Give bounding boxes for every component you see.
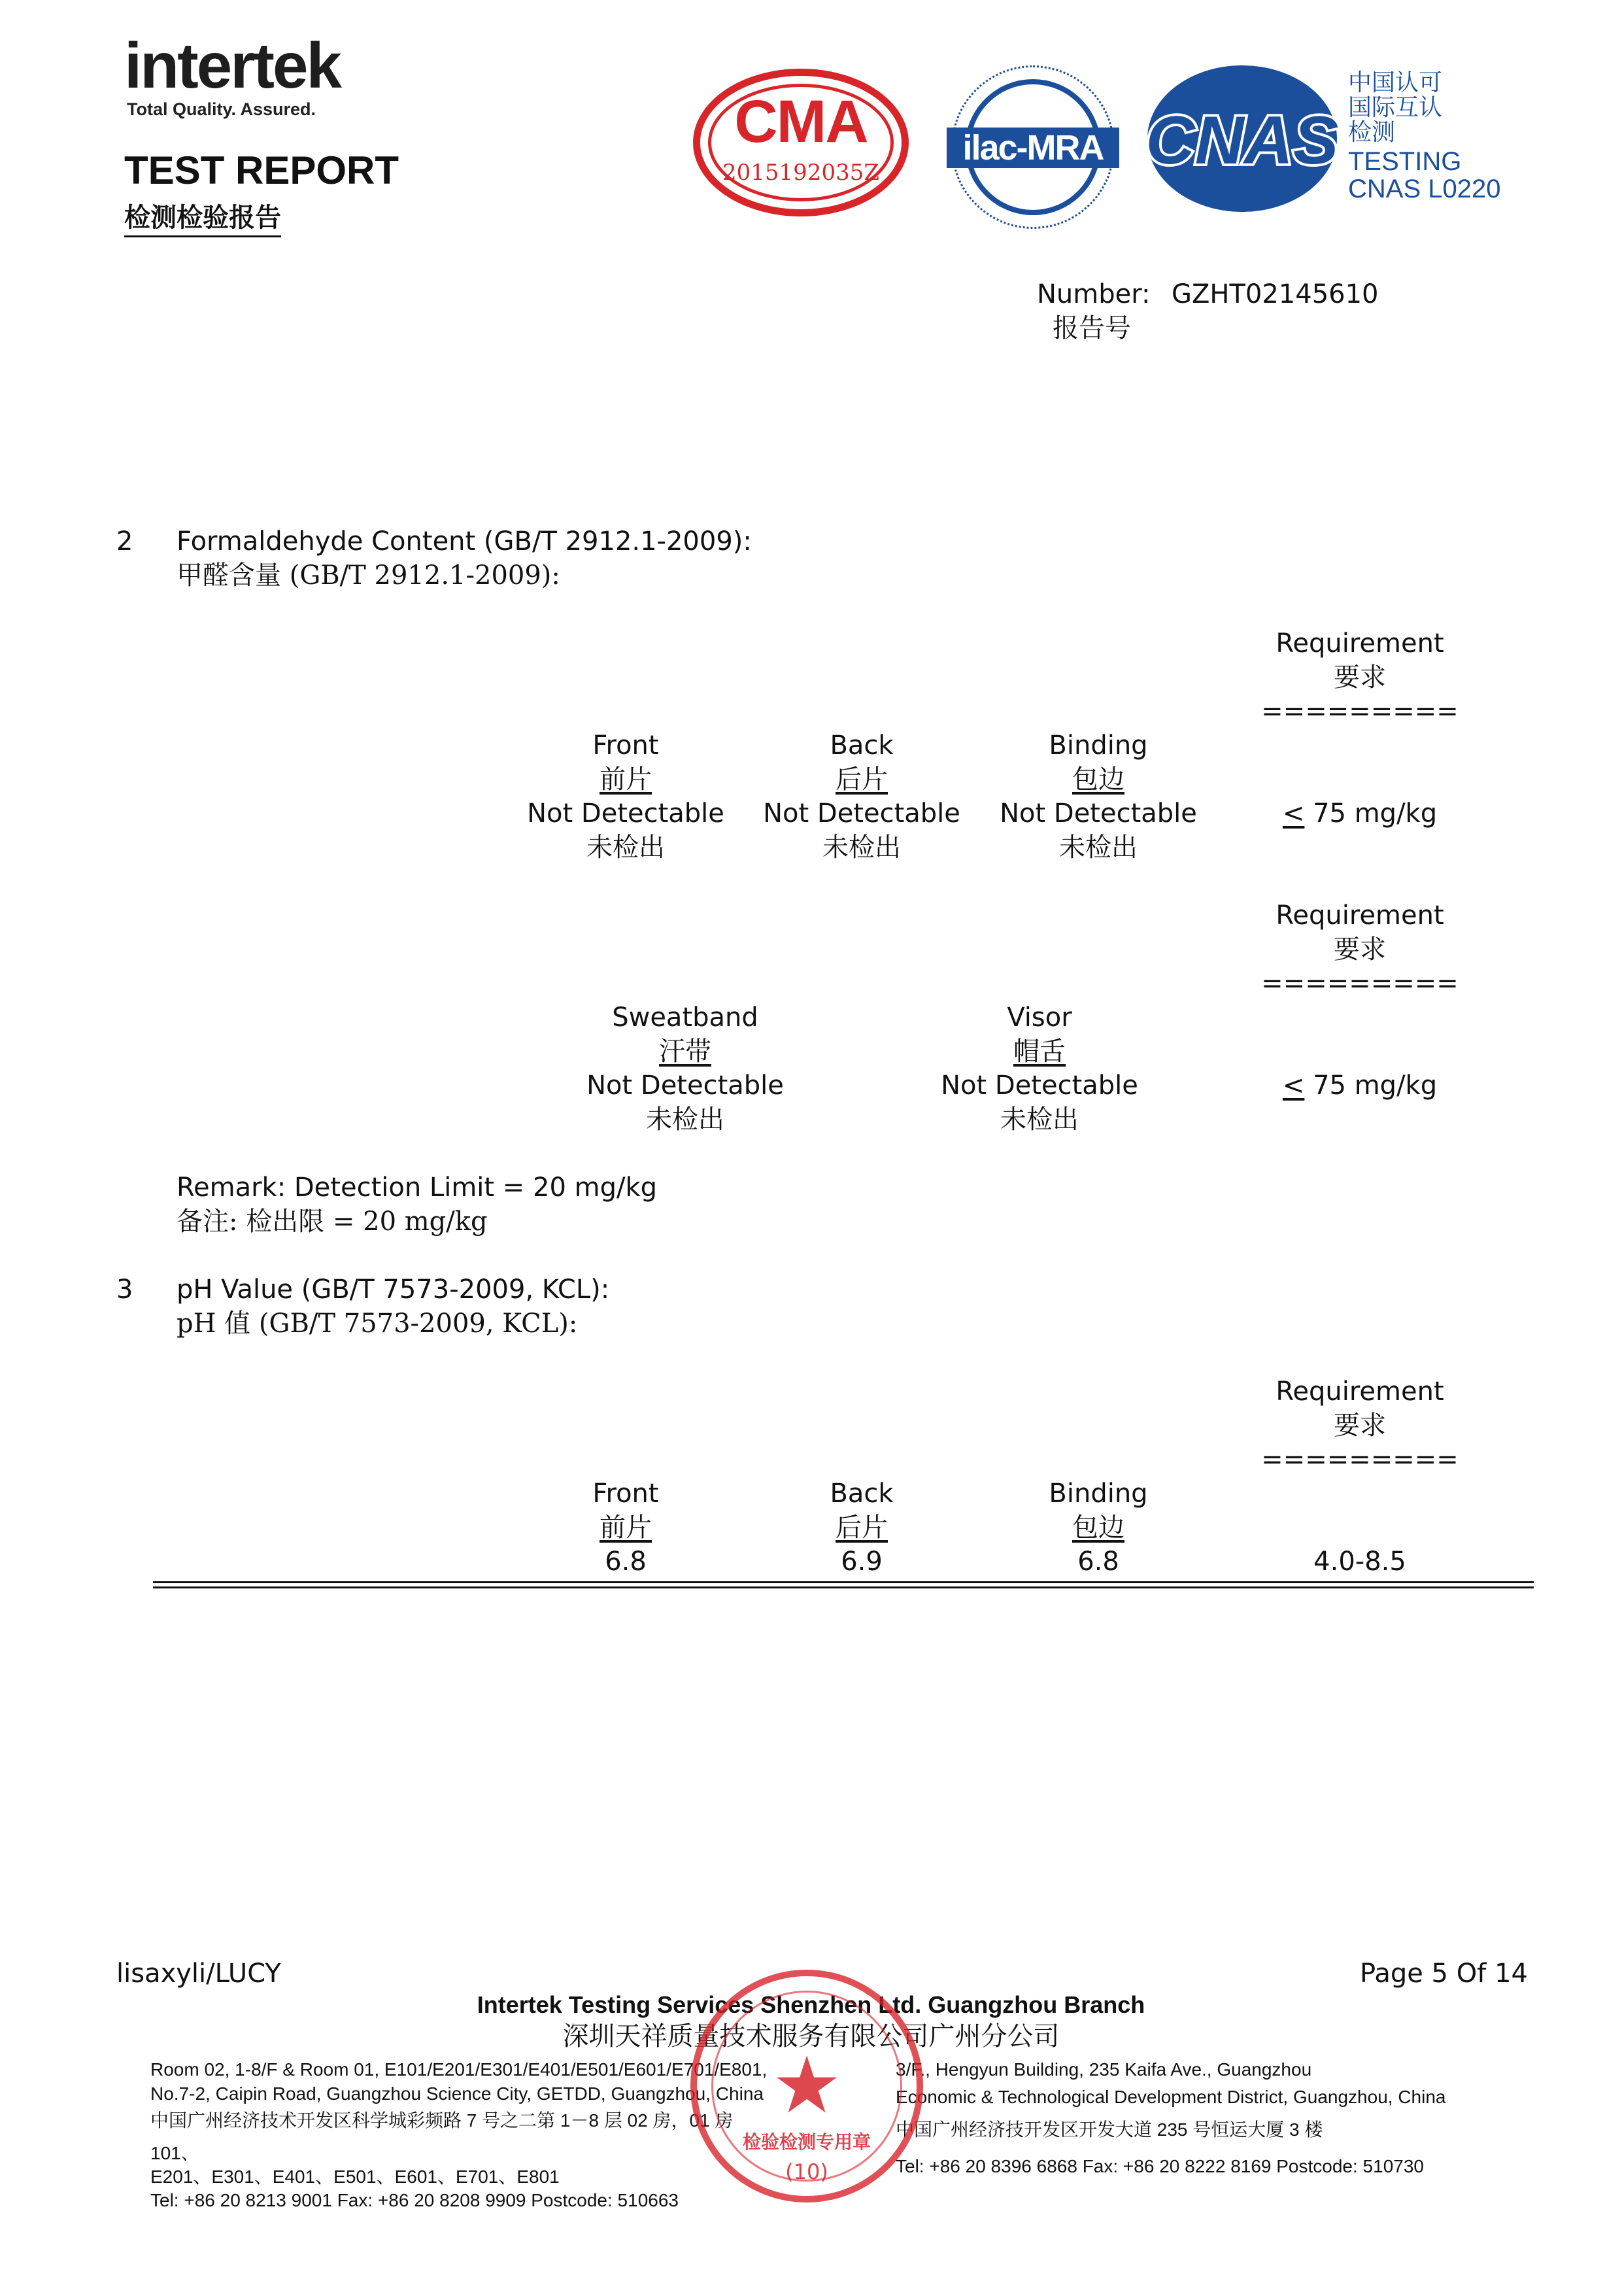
footer-left-addr-4: 101、 xyxy=(150,2143,199,2163)
remark-cn: 备注: 检出限 = 20 mg/kg xyxy=(177,1207,488,1237)
s2t2-col-visor-result-cn: 未检出 xyxy=(1000,1105,1079,1135)
footer-right-addr-3: 中国广州经济技开发区开发大道 235 号恒运大厦 3 楼 xyxy=(896,2119,1323,2140)
section-2-title: Formaldehyde Content (GB/T 2912.1-2009): xyxy=(177,526,752,557)
footer-company-cn: 深圳天祥质量技术服务有限公司广州分公司 xyxy=(562,2021,1060,2051)
ilac-label: ilac-MRA xyxy=(947,128,1119,168)
footer-page-number: Page 5 Of 14 xyxy=(1360,1959,1528,1989)
s3-col-back-name: Back xyxy=(830,1479,894,1509)
cnas-cn-line2: 国际互认 xyxy=(1348,94,1443,121)
cnas-code: CNAS L0220 xyxy=(1348,175,1501,203)
s2t1-req-symbol: < xyxy=(1282,798,1305,829)
s2t1-requirement-value xyxy=(1229,797,1491,831)
s2t1-col-back-result: Not Detectable xyxy=(763,798,960,829)
footer-author: lisaxyli/LUCY xyxy=(116,1959,281,1989)
s2t2-col-visor-name-cn: 帽舌 xyxy=(1013,1037,1066,1067)
s2t2-requirement-value xyxy=(1229,1069,1491,1103)
footer-left-addr-2: No.7-2, Caipin Road, Guangzhou Science City, GETDD, Guangzhou, China xyxy=(150,2083,764,2104)
cnas-cn-line3: 检测 xyxy=(1348,119,1396,146)
s3-col-front-name: Front xyxy=(592,1479,659,1509)
s2t1-col-binding-result: Not Detectable xyxy=(1000,798,1197,829)
s2t1-requirement-label-cn: 要求 xyxy=(1334,662,1386,693)
page-subtitle: 检测检验报告 xyxy=(124,203,281,237)
cma-seal-logo xyxy=(693,69,909,216)
company-stamp xyxy=(690,1970,923,2202)
s3-col-front-name-cn: 前片 xyxy=(600,1513,652,1543)
s2t1-col-back-result-cn: 未检出 xyxy=(822,832,901,863)
ilac-mra-logo xyxy=(951,65,1115,229)
cnas-testing: TESTING xyxy=(1348,147,1462,176)
footer-company: Intertek Testing Services Shenzhen Ltd. Guangzhou Branch xyxy=(477,1991,1145,2018)
s2t1-col-binding-name-cn: 包边 xyxy=(1072,764,1124,795)
footer-right-addr-4: Tel: +86 20 8396 6868 Fax: +86 20 8222 8169 Postcode: 510730 xyxy=(896,2156,1424,2176)
s3-separator: ========= xyxy=(1261,1445,1459,1475)
s3-col-back-result: 6.9 xyxy=(841,1547,883,1577)
s3-col-binding-result: 6.8 xyxy=(1077,1547,1119,1577)
s2t2-col-sweatband-name: Sweatband xyxy=(612,1002,758,1033)
s2t2-requirement-label: Requirement xyxy=(1276,900,1444,931)
s3-col-front-result: 6.8 xyxy=(605,1547,647,1577)
s3-requirement-label: Requirement xyxy=(1276,1377,1444,1407)
s2t1-col-back-name: Back xyxy=(830,730,894,761)
footer-right-addr-1: 3/F., Hengyun Building, 235 Kaifa Ave., Guangzhou xyxy=(896,2059,1312,2080)
table-rule-bottom xyxy=(153,1586,1534,1588)
section-2-index: 2 xyxy=(116,526,133,557)
section-2-title-cn: 甲醛含量 (GB/T 2912.1-2009): xyxy=(177,560,560,591)
s2t1-col-binding-name: Binding xyxy=(1049,730,1148,761)
cnas-logo-text: CNAS xyxy=(1145,103,1339,179)
table-rule-top xyxy=(153,1581,1534,1583)
s2t2-requirement-label-cn: 要求 xyxy=(1334,934,1386,965)
star-icon: ★ xyxy=(771,2040,842,2131)
section-3-title: pH Value (GB/T 7573-2009, KCL): xyxy=(177,1275,610,1305)
s2t1-col-back-name-cn: 后片 xyxy=(836,764,888,795)
s3-requirement-label-cn: 要求 xyxy=(1334,1411,1386,1441)
report-number-value: GZHT02145610 xyxy=(1172,279,1379,309)
s3-requirement-value: 4.0-8.5 xyxy=(1313,1547,1406,1577)
s2t2-col-visor-result: Not Detectable xyxy=(941,1071,1138,1101)
s3-col-binding-name-cn: 包边 xyxy=(1072,1513,1124,1543)
s2t1-col-front-result: Not Detectable xyxy=(527,798,724,829)
s2t1-separator: ========= xyxy=(1261,696,1459,727)
s2t1-col-front-name-cn: 前片 xyxy=(600,764,652,795)
s2t2-col-visor-name: Visor xyxy=(1007,1002,1072,1033)
s2t2-req-symbol: < xyxy=(1282,1071,1305,1101)
s3-col-back-name-cn: 后片 xyxy=(836,1513,888,1543)
s2t1-col-binding-result-cn: 未检出 xyxy=(1059,832,1138,863)
s2t1-col-front-name: Front xyxy=(592,730,659,761)
s2t2-col-sweatband-name-cn: 汗带 xyxy=(659,1037,711,1067)
s2t2-separator: ========= xyxy=(1261,968,1459,999)
stamp-number: (10) xyxy=(785,2159,828,2184)
footer-right-addr-2: Economic & Technological Development District, Guangzhou, China xyxy=(896,2087,1446,2107)
footer-left-addr-5: E201、E301、E401、E501、E601、E701、E801 xyxy=(150,2167,560,2187)
footer-left-addr-3: 中国广州经济技术开发区科学城彩频路 7 号之二第 1－8 层 02 房，01 房 xyxy=(150,2110,734,2131)
footer-left-addr-6: Tel: +86 20 8213 9001 Fax: +86 20 8208 9909 Postcode: 510663 xyxy=(150,2190,679,2210)
cma-letters: CMA xyxy=(734,88,868,155)
cnas-cn-line1: 中国认可 xyxy=(1348,69,1443,96)
s2t2-req-amount: 75 mg/kg xyxy=(1304,1071,1438,1101)
page-title: TEST REPORT xyxy=(124,148,399,192)
s2t1-requirement-label: Requirement xyxy=(1276,628,1444,659)
remark: Remark: Detection Limit = 20 mg/kg xyxy=(177,1173,658,1203)
s3-col-binding-name: Binding xyxy=(1049,1479,1148,1509)
section-3-index: 3 xyxy=(116,1275,133,1305)
report-number-label: Number: xyxy=(1037,279,1151,309)
cma-number: 2015192035Z xyxy=(722,160,879,186)
stamp-text: 检验检测专用章 xyxy=(742,2131,871,2153)
tagline: Total Quality. Assured. xyxy=(127,99,316,119)
section-3-title-cn: pH 值 (GB/T 7573-2009, KCL): xyxy=(177,1309,578,1339)
s2t2-col-sweatband-result-cn: 未检出 xyxy=(646,1105,724,1135)
s2t2-col-sweatband-result: Not Detectable xyxy=(586,1071,784,1101)
report-number-label-cn: 报告号 xyxy=(1053,313,1131,343)
s2t1-req-amount: 75 mg/kg xyxy=(1304,798,1438,829)
s2t1-col-front-result-cn: 未检出 xyxy=(586,832,665,863)
footer-left-addr-1: Room 02, 1-8/F & Room 01, E101/E201/E301/E401/E501/E601/E701/E801, xyxy=(150,2059,768,2080)
intertek-logo: intertek xyxy=(124,29,341,101)
